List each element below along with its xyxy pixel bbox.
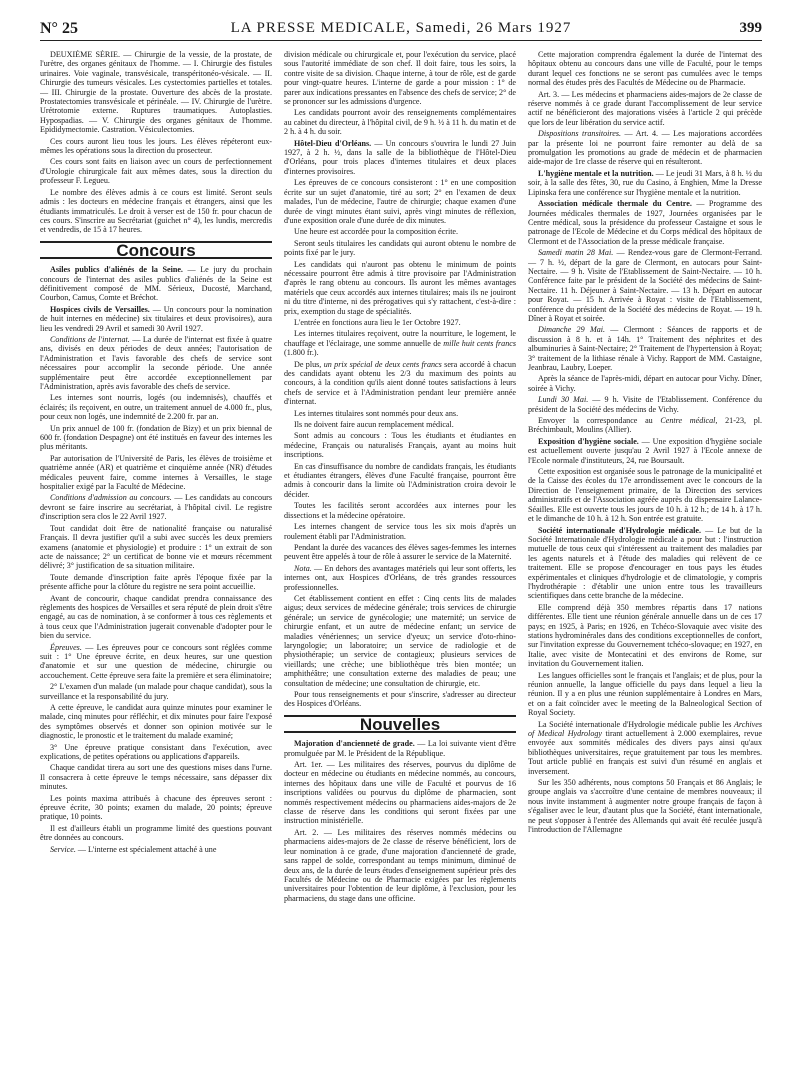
paragraph [528,248,762,323]
paragraph: Les internes changent de service tous les six mois d'après un roulement établi par l'Administration. [284,522,516,541]
item-title: Exposition d'hygiène sociale. [538,436,639,446]
item-text: tirant actuellement à 2.000 exemplaires, revue envoyée aux sommités médicales des divers pays ainsi qu'aux bibliothèques universitaires, reçue gratuitement par tous les membres. Tout article publié en français est suivi d'un résumé en anglais et inversement. [528,729,762,776]
item-title: Asiles publics d'aliénés de la Seine. [50,265,183,275]
paragraph: Pendant la durée des vacances des élèves sages-femmes les internes peuvent être appelés à tour de rôle à assurer le service de la Maternité. [284,542,516,562]
item-title: Association médicale thermale du Centre. [538,199,692,209]
paragraph [528,199,762,246]
subheading: Art. 1er. [294,760,323,770]
item-text: Les internes titulaires reçoivent, outre la nourriture, le logement, le chauffage et l'éclairage, une somme annuelle de [284,329,516,348]
paragraph: Tout candidat doit être de nationalité française ou naturalisé Français. Il devra justifier qu'il a subi avec succès les deux premiers examens (anatomie et physiologie) et produire : 1° un extrait de son acte de naissance; 2° un certificat de bonne vie et mœurs récemment délivré; 3° justification de sa situation militaire. [40,523,272,571]
paragraph: Cet établissement contient en effet : Cinq cents lits de malades aigus; deux services de médecine générale; trois services de chirurgie générale; un service de gynécologie; une maternité; un service de chirurgie enfant, et un autre de médecine enfant; un service de maladies vénériennes; un service d'yeux; un service d'oto-rhino-laryngologie; un laboratoire; un service de radiologie et de physiothérapie; un service de contagieux; plusieurs services de vieillards; une crèche; une bibliothèque très bien montée; un amphithéâtre; une consultation externe des maladies de peau; une consultation de médecine; une consultation de chirurgie, etc. [284,593,516,688]
paragraph [528,129,762,167]
paragraph [528,416,762,435]
item-text: — Une exposition d'hygiène sociale est actuellement ouverte jusqu'au 2 Avril 1927 à l'Ecole annexe de l'Ecole normale d'instituteurs, 24, rue Boursault. [528,436,762,465]
paragraph: Avant de concourir, chaque candidat prendra connaissance des règlements des hospices de Versailles et sera réputé de plein droit s'être engagé, au cas de nomination, à se conformer à tous ces règlements et à tous ceux que l'Administration jugerait convenable d'adopter pour le bien du service. [40,593,272,641]
paragraph [528,526,762,601]
paragraph: Les internes sont nourris, logés (ou indemnisés), chauffés et éclairés; ils reçoivent, en outre, un traitement annuel de 4.000 fr., plus, pour ceux non logés, une indemnité de 2.200 fr. par an. [40,393,272,422]
paragraph [40,845,272,854]
column-right [528,50,762,1075]
paragraph [40,305,272,333]
subheading: Dimanche 29 Mai. [538,325,606,335]
paragraph: Il est d'ailleurs établi un programme limité des questions pouvant être données au concours. [40,823,272,843]
paragraph [528,720,762,776]
item-text: — Les militaires des réserves, pourvus du diplôme de docteur en médecine ou étudiants en médecine nommés, au concours, internes des hôpitaux dans une ville de Faculté et pourvus de 16 inscriptions validées ou pourvus du diplôme de pharmacien, sont nommés respectivement médecins ou pharmaciens aides-majors de 2e classe de réserve dans les conditions qui seront fixées par une instruction ministérielle. [284,760,516,826]
paragraph: Les points maxima attribués à chacune des épreuves seront : épreuve écrite, 30 points; examen du malade, 20 points; épreuve pratique, 10 points. [40,793,272,822]
paragraph [40,493,272,521]
item-text: — Rendez-vous gare de Clermont-Ferrand. — 7 h. ½, départ de la gare de Clermont, en autocars pour Saint-Nectaire. — 9 h. Visite de l'Etablissement de Saint-Nectaire. — 10 h. Conférence faite par le président de la Société des médecins de Saint-Nectaire. 11 h. Déjeuner à Saint-Nectaire. — 13 h. Départ en autocar pour Royat. — 15 h. Arrivée à Royat : visite de l'Etablissement, conférence du président de la Société des médecins de Royat. — 19 h. Dîner à Royat et soirée. [528,248,762,323]
paragraph [284,739,516,758]
paragraph: Chaque candidat tirera au sort une des questions mises dans l'urne. Il consacrera à cette épreuve le temps nécessaire, sans dépasser dix minutes. [40,763,272,792]
paragraph: Toutes les facilités seront accordées aux internes pour les dissections et la médecine opératoire. [284,501,516,520]
paragraph: Les candidats qui n'auront pas obtenu le minimum de points nécessaire pourront être admis à titre provisoire par l'Administration d'après le rang obtenu au concours. Ils auront les mêmes avantages matériels que ceux accordés aux internes titulaires; mais ils ne jouiront ni du titre d'interne, ni des prérogatives qui s'y rattachent, c'est-à-dire : prix, exemption du stage de spécialités. [284,259,516,316]
item-text: Envoyer la correspondance au [538,416,661,426]
paragraph: Un prix annuel de 100 fr. (fondation de Bizy) et un prix biennal de 600 fr. (fondation Despagne) ont été institués en faveur des internes les plus méritants. [40,423,272,452]
paragraph: Elle comprend déjà 350 membres répartis dans 17 nations différentes. Elle tient une réunion générale annuelle dans un de ces 17 pays; en 1925, à Paris; en 1926, en Tchéco-Slovaquie avec visite des stations hydrominérales dans des conditions exceptionnelles de confort, sur l'invitation expresse du Gouvernement tchéco-slovaque; en 1927, en Italie, avec visite de Montecatini et des environs de Rome, sur invitation du Gouvernement italien. [528,602,762,669]
paragraph: Cette exposition est organisée sous le patronage de la municipalité et de la Caisse des écoles du 17e arrondissement avec le concours de la Direction de l'enseignement primaire, de la Direction des services administratifs et de l'Association agréée auprès du dispensaire Lalance-Séailles. Elle est ouverte tous les jours de 10 h. à 12 h.; de 14 h. à 17 h. et le dimanche de 10 h. à 12 h. Son entrée est gratuite. [528,467,762,524]
page-number: 399 [739,20,762,36]
paragraph: Les candidats pourront avoir des renseignements complémentaires au cabinet du directeur, à l'hôpital civil, de 9 h. ½ à 11 h. du matin et de 2 h. à 4 h. du soir. [284,108,516,137]
item-text: — Le jury du prochain concours de l'internat des asiles publics d'aliénés de la Seine est définitivement composé de MM. Sérieux, Ducosté, Marchand, Courbon, Camus, Comte et Bréchot. [40,265,272,303]
item-text: — La durée de l'internat est fixée à quatre ans, divisés en deux périodes de deux années; l'autorisation de l'Administration et l'avis favorable des chefs de service sont nécessaires pour accomplir la seconde période. Une année supplémentaire peut être accordée exceptionnellement par l'Administration, après avis favorable des chefs de service. [40,334,272,391]
item-text: — Art. 4. — Les majorations accordées par la présente loi ne pourront faire remonter au delà de sa promulgation les promotions au grade de médecin et de pharmacien aide-major de 1re classe de réserve qui en résulteront. [528,129,762,167]
item-text: La Société internationale d'Hydrologie médicale publie les [538,719,734,729]
item-text: (1.800 fr.). [284,348,319,358]
paragraph [40,643,272,681]
emphasis: un prix spécial de deux cents francs [323,359,442,369]
emphasis: mille huit cents francs [443,338,516,348]
paragraph [528,437,762,465]
emphasis: Centre médical [660,416,716,426]
subheading: Lundi 30 Mai. [538,395,589,405]
paragraph: division médicale ou chirurgicale et, pour l'exécution du service, placé sous l'autorité immédiate de son chef. Il doit faire, tous les soirs, la contre visite de sa division. Chaque interne, à tour de rôle, est de garde pour vingt-quatre heures. L'interne de garde a pour mission : 1° de parer aux indications pressantes en l'absence des chefs de service; 2° de se prononcer sur les admissions d'urgence. [284,50,516,107]
journal-title: LA PRESSE MEDICALE, Samedi, 26 Mars 1927 [230,20,572,36]
paragraph: Cette majoration comprendra également la durée de l'internat des hôpitaux obtenu au concours dans une ville de Faculté, pour le temps durant lequel ces fonctions ne se seront pas cumulées avec le temps normal des études près des Facultés de Médecine ou de Pharmacie. [528,50,762,88]
paragraph: A cette épreuve, le candidat aura quinze minutes pour examiner le malade, cinq minutes pour réfléchir, et dix minutes pour faire l'exposé des symptômes observés et donner son opinion motivée sur le diagnostic, le pronostic et le traitement du malade examiné; [40,703,272,741]
item-text: — Les épreuves pour ce concours sont réglées comme suit : 1° Une épreuve écrite, en deux heures, sur une question d'anatomie et sur une question de médecine, chirurgie ou accouchement. Cette épreuve sera faite la première et sera éliminatoire; [40,642,272,680]
paragraph: Après la séance de l'après-midi, départ en autocar pour Vichy. Dîner, soirée à Vichy. [528,374,762,393]
paragraph: Sont admis au concours : Tous les étudiants et étudiantes en médecine, Français ou naturalisés Français, ayant au moins huit inscriptions. [284,431,516,460]
item-text: — Les médecins et pharmaciens aides-majors de 2e classe de réserve nommés à ce grade durant l'accomplissement de leur service actif ne bénéficieront des majorations visées à l'article 2 qui précède que lors de leur libération du service actif. [528,89,762,127]
item-text: — Le but de la Société Internationale d'Hydrologie médicale a pour but : l'instruction mutuelle de tous ceux qui s'intéressent au traitement des maladies par les agents naturels et à l'étude des maladies qui relèvent de ce traitement. Elle se propose d'encourager en tous pays les études expérimentales et cliniques d'hydrologie et de climatologie, y compris l'hydrothérapie : d'établir une union entre tous les travailleurs scientifiques dans cette branche de la médecine. [528,525,762,601]
paragraph: Les internes titulaires sont nommés pour deux ans. [294,408,459,418]
subheading: Conditions de l'internat. [50,334,130,344]
paragraph [284,360,516,407]
column-left [40,50,272,1075]
item-text: — Le jeudi 31 Mars, à 8 h. ½ du soir, à la salle des fêtes, 30, rue du Casino, à Enghien, Mme la Dresse Lipinska fera une conférence sur l'hygiène mentale et la nutrition. [528,168,762,197]
paragraph: Une heure est accordée pour la composition écrite. [294,227,459,237]
paragraph: 3° Une épreuve pratique consistant dans l'exécution, avec explications, de petites opérations ou applications d'appareils. [40,742,272,762]
subheading: Service. [50,844,76,854]
paragraph [528,169,762,197]
item-text: De plus, [294,359,324,369]
page-header [40,18,762,41]
paragraph [284,139,516,177]
item-text: — Un concours pour la nomination de huit internes en médecine) six titulaires et deux provisoires), aura lieu les vendredi 29 Avril et samedi 30 Avril 1927. [40,304,272,333]
paragraph: Ils ne doivent faire aucun remplacement médical. [294,420,454,430]
paragraph [284,564,516,592]
paragraph [528,325,762,372]
section-banner-nouvelles: Nouvelles [284,715,516,733]
paragraph: Par autorisation de l'Université de Paris, les élèves de troisième et quatrième année (AR) et quatrième et cinquième année (NR) d'études médicales peuvent faire, comme internes à Versailles, le stage hospitalier exigé par la Faculté de Médecine. [40,453,272,492]
subheading: Dispositions transitoires. [538,129,622,139]
paragraph [284,760,516,826]
item-title: Société internationale d'Hydrologie médicale. [538,525,702,535]
item-title: Hôtel-Dieu d'Orléans. [294,138,372,148]
paragraph: DEUXIÈME SÉRIE. — Chirurgie de la vessie, de la prostate, de l'urètre, des organes génitaux de l'homme. — I. Chirurgie des fistules urinaires. Voie vaginale, transvésicale, transpéritonéo-vésicale. — II. Chirurgie des tumeurs vésicales. Les cystectomies partielles et totales. — III. Chirurgie de la prostate. Ouverture des abcès de la prostate. Prostatectomies transvésicale et périnéale. — IV. Chirurgie de l'urètre. Urétrotomie externe. Ruptures traumatiques. Autoplasties. Hypospadias. — V. Chirurgie des organes génitaux de l'homme. Epididymectomie. Castration. Vésiculectomies. [40,50,272,135]
paragraph: L'entrée en fonctions aura lieu le 1er Octobre 1927. [294,317,461,327]
paragraph: Ces cours auront lieu tous les jours. Les élèves répéteront eux-mêmes les opérations sous la direction du prosecteur. [40,136,272,156]
subheading: Épreuves. [50,642,82,652]
column-middle [284,50,516,1075]
emphasis: Archives of Medical Hydrology [528,719,762,739]
paragraph: Toute demande d'inscription faite après l'époque fixée par la présente affiche pour la clôture du registre ne sera point accueillie. [40,572,272,592]
paragraph [528,395,762,414]
item-text: — L'interne est spécialement attaché à une [75,844,217,854]
paragraph [40,265,272,303]
item-text: sera accordé à chacun des candidats ayant obtenu les 2/3 du maximum des points au concours, à la condition qu'ils aient donné toutes satisfactions à leurs chefs de service et à l'Administration pendant leur première année d'internat. [284,359,516,407]
paragraph [528,90,762,128]
paragraph: Le nombre des élèves admis à ce cours est limité. Seront seuls admis : les docteurs en médecine français et étrangers, ainsi que les étudiants immatriculés. Le droit à verser est de 150 fr. pour chacun de ces cours. S'inscrire au Secrétariat (guichet n° 4), les lundis, mercredis et vendredis, de 15 à 17 heures. [40,187,272,235]
item-title: L'hygiène mentale et la nutrition. [538,168,654,178]
paragraph: En cas d'insuffisance du nombre de candidats français, les étudiants et étudiantes étrangers, élèves d'une Faculté française, pourront être admis à concourir dans la limite où l'Administration croira devoir le décider. [284,461,516,499]
paragraph [284,828,516,903]
paragraph: 2° L'examen d'un malade (un malade pour chaque candidat), sous la surveillance et la responsabilité du jury. [40,682,272,701]
subheading: Samedi matin 28 Mai. [538,248,614,258]
issue-number: N° 25 [40,20,78,37]
paragraph [40,335,272,391]
subheading: Art. 2. [294,827,319,837]
subheading: Nota. [294,563,312,573]
section-banner-concours: Concours [40,241,272,259]
paragraph: Les épreuves de ce concours consisteront : 1° en une composition écrite sur un sujet d'anatomie, tiré au sort; 2° en l'examen de deux malades, l'un de médecine, l'autre de chirurgie; chaque examen d'une durée de vingt minutes étant suivi, après vingt minutes de réflexion, d'une exposition orale d'une durée de dix minutes. [284,178,516,225]
item-text: , 21-23, pl. Bréchimbault, Moulins (Allier). [528,416,762,435]
item-text: — Les candidats au concours devront se faire inscrire au secrétariat, à l'hôpital civil. Le registre d'inscription sera clos le 22 Avril 1927. [40,493,272,522]
paragraph: Pour tous renseignements et pour s'inscrire, s'adresser au directeur des Hospices d'Orléans. [284,690,516,709]
item-text: — 9 h. Visite de l'Etablissement. Conférence du président de la Société des médecins de Vichy. [528,395,762,414]
item-text: — Programme des Journées médicales thermales de 1927, Journées organisées par le Centre médical, sous la présidence du professeur Castaigne et sous le patronage de l'Ecole de Médecine et du Corps médical des hôpitaux de Clermont et de l'Association de la presse médicale française. [528,199,762,246]
paragraph: Sur les 350 adhérents, nous comptons 50 Français et 86 Anglais; le groupe anglais va s'accroître d'une centaine de membres nouveaux; il nous invite instamment à augmenter notre groupe français de façon à s'égaliser avec le leur, d'autant plus que la Société, étant internationale, ne peut s'opposer à l'entrée des Allemands qui avait été reculée jusqu'à l'introduction de l'Allemagne [528,778,762,835]
paragraph [284,329,516,357]
item-text: — La loi suivante vient d'être promulguée par M. le Président de la République. [284,739,516,758]
item-text: — Les militaires des réserves nommés médecins ou pharmaciens aides-majors de 2e classe de réserve bénéficient, lors de leur nomination à ce grade, d'une majoration d'ancienneté de grade, sans rappel de solde, correspondant au temps minimum, diminué de deux ans, de la durée de leurs études d'enseignement supérieur près des Facultés de Médecine ou de Pharmacie exigées par les règlements universitaires pour l'obtention de leur diplôme, à l'exclusion, pour les pharmaciens, du stage dans une officine. [284,827,516,903]
item-text: — Clermont : Séances de rapports et de discussion à 8 h. et à 14h. 1° Traitement des néphrites et des albuminuries à Saint-Nectaire; 2° Traitement de l'hypertension à Royat; 3° traitement de la lithiase rénale à Vichy. Rapport de MM. Castaigne, Jeanbrau, Laubry, Loeper. [528,325,762,372]
paragraph: Ces cours sont faits en liaison avec un cours de perfectionnement d'Urologie chirurgicale fait aux mêmes dates, sous la direction du professeur F. Legueu. [40,157,272,186]
paragraph: Seront seuls titulaires les candidats qui auront obtenu le nombre de points fixé par le jury. [284,238,516,258]
item-title: Majoration d'ancienneté de grade. [294,739,415,749]
item-text: — En dehors des avantages matériels qui leur sont offerts, les internes ont, aux Hospices d'Orléans, de très grandes ressources professionnelles. [284,563,516,592]
subheading: Conditions d'admission au concours. [50,493,172,503]
subheading: Art. 3. [538,89,560,99]
item-text: — Un concours s'ouvrira le lundi 27 Juin 1927, à 2 h. ½, dans la salle de la bibliothèque de l'Hôtel-Dieu d'Orléans, pour trois places d'internes titulaires et deux places d'internes provisoires. [284,138,516,176]
item-title: Hospices civils de Versailles. [50,304,150,314]
paragraph: Les langues officielles sont le français et l'anglais; et de plus, pour la réunion annuelle, la langue officielle du pays dans lequel a lieu la réunion. Il y a en plus une réunion supplémentaire à Londres en Mars, et on a fait coïncider avec le meeting de la Balneological Section of Royal Society. [528,670,762,718]
